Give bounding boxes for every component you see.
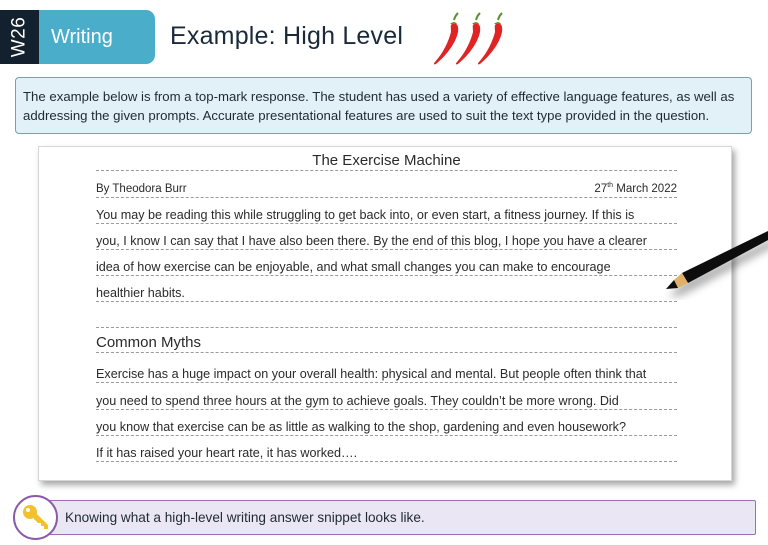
paragraph1-line: You may be reading this while struggling to get back into, or even start, a fitness journey. If this is bbox=[96, 207, 677, 224]
lesson-tab bbox=[0, 10, 155, 64]
paragraph2-line: you know that exercise can be as little as walking to the shop, gardening and even housework? bbox=[96, 419, 677, 436]
lesson-code-badge bbox=[0, 10, 39, 64]
paragraph2-line: Exercise has a huge impact on your overall health: physical and mental. But people often think that bbox=[96, 366, 677, 383]
byline bbox=[96, 181, 677, 198]
blank-line bbox=[96, 311, 677, 328]
learning-objective bbox=[48, 500, 756, 535]
lesson-subject: Writing bbox=[51, 25, 113, 48]
key-icon bbox=[21, 503, 51, 533]
pencil-icon bbox=[660, 225, 768, 300]
paragraph1-line: healthier habits. bbox=[96, 285, 677, 302]
date: 27th March 2022 bbox=[594, 182, 677, 195]
section-heading: Common Myths bbox=[96, 333, 677, 353]
intro-box bbox=[15, 77, 752, 134]
lesson-subject-tab bbox=[39, 10, 155, 64]
intro-text: The example below is from a top-mark response. The student has used a variety of effective language features, as well as addressing the given prompts. Accurate presentational features are used to suit the text type provided in the question. bbox=[23, 89, 735, 123]
objective-text: Knowing what a high-level writing answer snippet looks like. bbox=[65, 510, 425, 525]
chilli-pepper-icon bbox=[430, 10, 520, 66]
paragraph2-line: If it has raised your heart rate, it has worked…. bbox=[96, 445, 677, 462]
lesson-code: W26 bbox=[8, 16, 30, 58]
page-title: Example: High Level bbox=[170, 22, 404, 50]
paragraph1-line: idea of how exercise can be enjoyable, and what small changes you can make to encourage bbox=[96, 259, 677, 276]
paragraph1-line: you, I know I can say that I have also been there. By the end of this blog, I hope you have a clearer bbox=[96, 233, 677, 250]
document-title: The Exercise Machine bbox=[96, 151, 677, 171]
paragraph2-line: you need to spend three hours at the gym to achieve goals. They couldn’t be more wrong. Did bbox=[96, 393, 677, 410]
student-response-paper bbox=[38, 146, 732, 481]
author: By Theodora Burr bbox=[96, 183, 187, 195]
key-badge bbox=[13, 495, 58, 540]
